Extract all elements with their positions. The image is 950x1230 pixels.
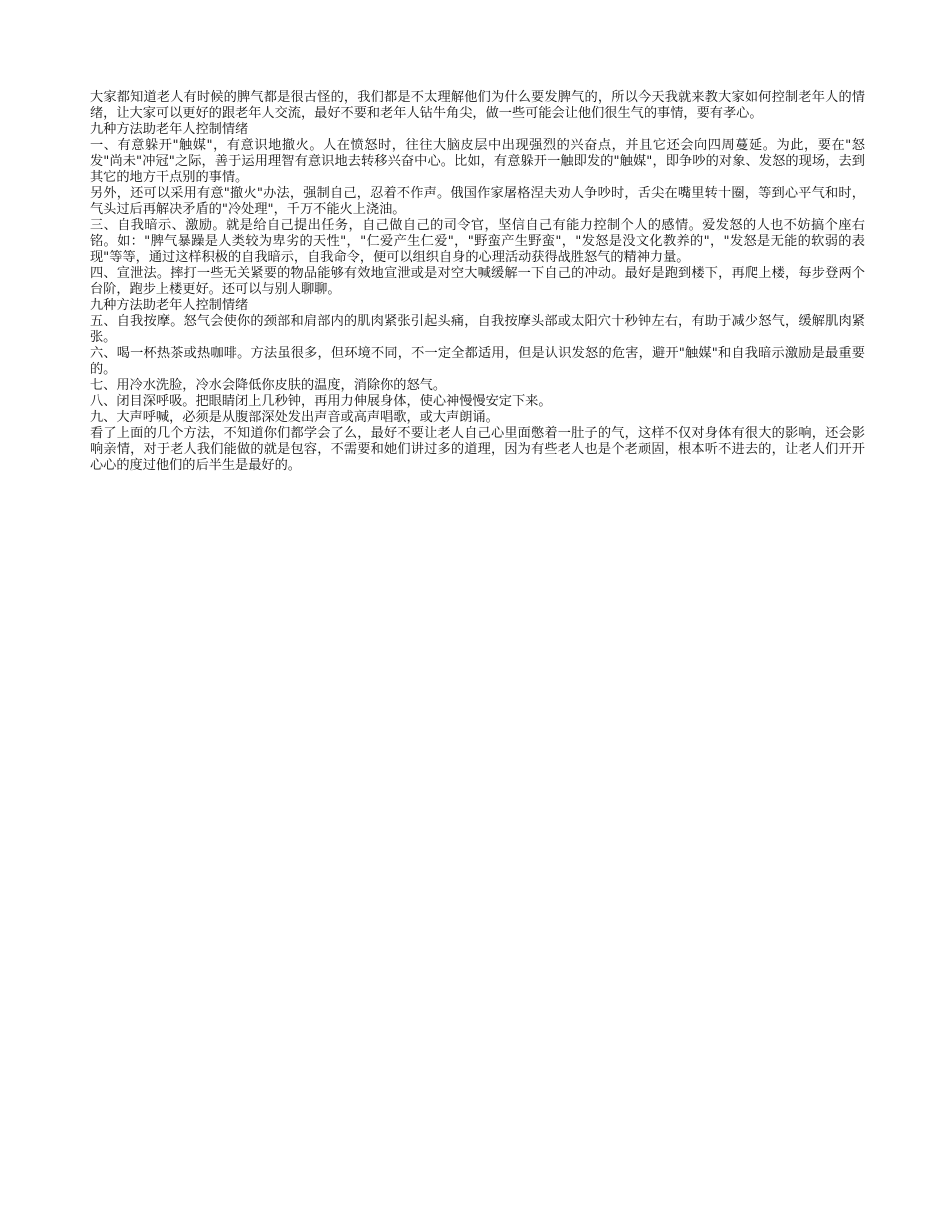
method-eight-paragraph: 八、闭目深呼吸。把眼睛闭上几秒钟，再用力伸展身体，使心神慢慢安定下来。 xyxy=(90,394,552,409)
method-one-paragraph: 一、有意躲开"触媒"，有意识地撤火。人在愤怒时，往往大脑皮层中出现强烈的兴奋点，并且它还会向四周蔓延。为此，要在"怒发"尚未"冲冠"之际，善于运用理智有意识地去转移兴奋中心。比如，有意躲开一触即发的"触媒"，即争吵的对象、发怒的现场，去到其它的地方干点别的事情。 xyxy=(90,138,865,185)
conclusion-paragraph: 看了上面的几个方法，不知道你们都学会了么，最好不要让老人自己心里面憋着一肚子的气，这样不仅对身体有很大的影响，还会影响亲情，对于老人我们能做的就是包容，不需要和她们讲过多的道理，因为有些老人也是个老顽固，根本听不进去的，让老人们开开心心的度过他们的后半生是最好的。 xyxy=(90,426,865,473)
method-five-paragraph: 五、自我按摩。怒气会使你的颈部和肩部内的肌肉紧张引起头痛，自我按摩头部或太阳穴十秒钟左右，有助于减少怒气，缓解肌肉紧张。 xyxy=(90,314,865,345)
intro-paragraph: 大家都知道老人有时候的脾气都是很古怪的，我们都是不太理解他们为什么要发脾气的，所以今天我就来教大家如何控制老年人的情绪，让大家可以更好的跟老年人交流，最好不要和老年人钻牛角尖，做一些可能会让他们很生气的事情，要有孝心。 xyxy=(90,90,865,121)
document-page xyxy=(90,90,865,474)
method-nine-paragraph: 九、大声呼喊，必须是从腹部深处发出声音或高声唱歌，或大声朗诵。 xyxy=(90,410,499,425)
method-six-paragraph: 六、喝一杯热茶或热咖啡。方法虽很多，但环境不同，不一定全都适用，但是认识发怒的危害，避开"触媒"和自我暗示激励是最重要的。 xyxy=(90,346,865,377)
section-heading-repeat: 九种方法助老年人控制情绪 xyxy=(90,298,249,313)
section-heading: 九种方法助老年人控制情绪 xyxy=(90,122,249,137)
method-three-paragraph: 三、自我暗示、激励。就是给自己提出任务，自己做自己的司令官，坚信自己有能力控制个人的感情。爱发怒的人也不妨搞个座右铭。如："脾气暴躁是人类较为卑劣的天性"，"仁爱产生仁爱"，"野蛮产生野蛮"，"发怒是没文化教养的"，"发怒是无能的软弱的表现"等等，通过这样积极的自我暗示，自我命令，便可以组织自身的心理活动获得战胜怒气的精神力量。 xyxy=(90,218,865,265)
method-seven-paragraph: 七、用冷水洗脸，冷水会降低你皮肤的温度，消除你的怒气。 xyxy=(90,378,447,393)
method-four-paragraph: 四、宣泄法。摔打一些无关紧要的物品能够有效地宣泄或是对空大喊缓解一下自己的冲动。最好是跑到楼下，再爬上楼，每步登两个台阶，跑步上楼更好。还可以与别人聊聊。 xyxy=(90,266,865,297)
method-two-paragraph: 另外，还可以采用有意"撤火"办法，强制自己，忍着不作声。俄国作家屠格涅夫劝人争吵时，舌尖在嘴里转十圈，等到心平气和时，气头过后再解决矛盾的"冷处理"，千万不能火上浇油。 xyxy=(90,186,865,217)
